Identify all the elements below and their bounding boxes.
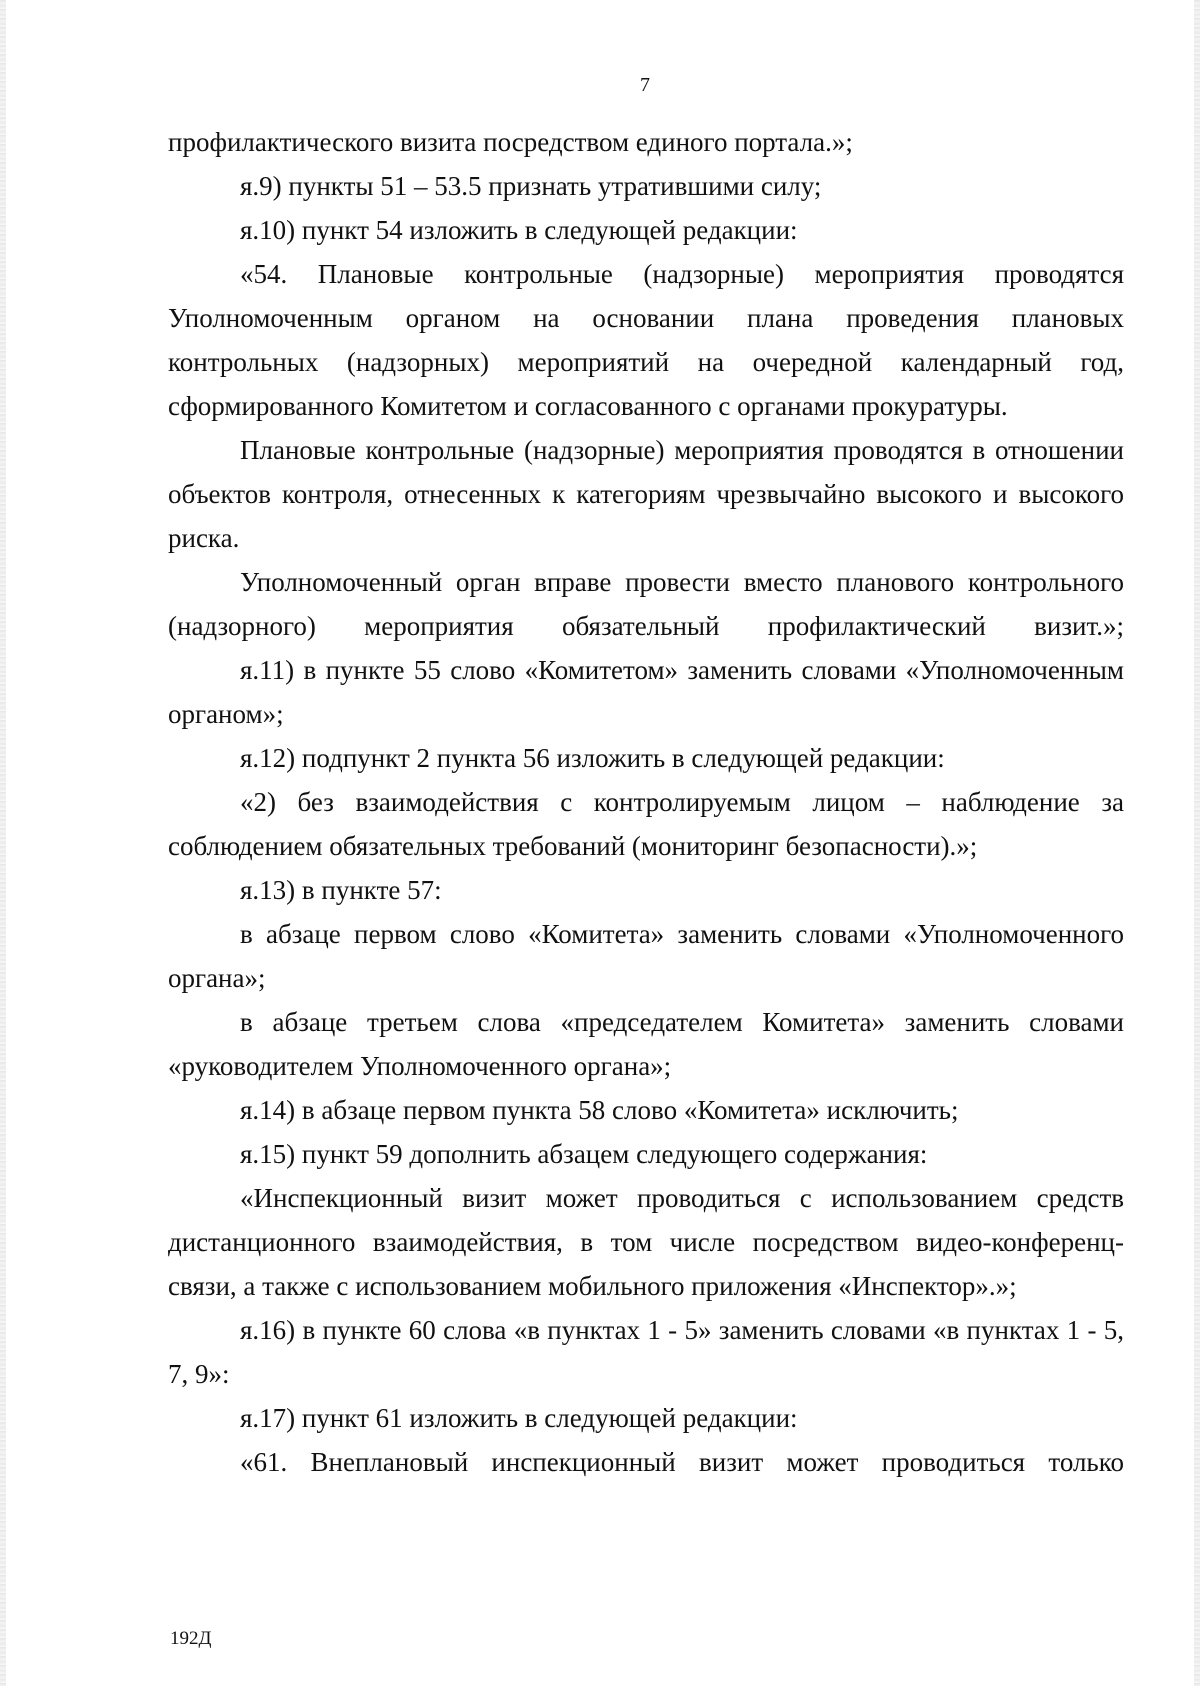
quoted-inspection-visit: «Инспекционный визит может проводиться с использованием средств дистанционного взаимодействия, в том числе посредством видео-конференц-связи, а также с использованием мобильного приложения «Инспектор».»;	[168, 1183, 1124, 1301]
point-57-third-paragraph: в абзаце третьем слова «председателем Комитета» заменить словами «руководителем Уполномоченного органа»;	[168, 1007, 1124, 1081]
document-code: 192Д	[170, 1628, 212, 1649]
quoted-point-54: «54. Плановые контрольные (надзорные) мероприятия проводятся Уполномоченным органом на основании плана проведения плановых контрольных (надзорных) мероприятий на очередной календарный год, сформированного Комитетом и согласованного с органами прокуратуры.	[168, 259, 1124, 421]
quoted-subpoint-2: «2) без взаимодействия с контролируемым лицом – наблюдение за соблюдением обязательных требований (мониторинг безопасности).»;	[168, 787, 1124, 861]
authorized-body-paragraph: Уполномоченный орган вправе провести вместо планового контрольного (надзорного) мероприятия обязательный профилактический визит.»;	[168, 567, 1124, 641]
amendment-item-13: я.13) в пункте 57:	[240, 875, 442, 905]
amendment-item-12: я.12) подпункт 2 пункта 56 изложить в следующей редакции:	[240, 743, 945, 773]
amendment-item-10: я.10) пункт 54 изложить в следующей редакции:	[240, 215, 798, 245]
scan-edge-right	[1194, 0, 1200, 1686]
planned-measures-paragraph: Плановые контрольные (надзорные) мероприятия проводятся в отношении объектов контроля, отнесенных к категориям чрезвычайно высокого и высокого риска.	[168, 435, 1124, 553]
page-number: 7	[640, 74, 650, 96]
paragraph-continuation: профилактического визита посредством единого портала.»;	[168, 127, 853, 157]
amendment-item-14: я.14) в абзаце первом пункта 58 слово «Комитета» исключить;	[240, 1095, 959, 1125]
point-57-first-paragraph: в абзаце первом слово «Комитета» заменить словами «Уполномоченного органа»;	[168, 919, 1124, 993]
scan-edge-left	[0, 0, 6, 1686]
amendment-item-17: я.17) пункт 61 изложить в следующей редакции:	[240, 1403, 798, 1433]
document-body	[168, 120, 1124, 1484]
amendment-item-15: я.15) пункт 59 дополнить абзацем следующего содержания:	[240, 1139, 928, 1169]
amendment-item-16: я.16) в пункте 60 слова «в пунктах 1 - 5» заменить словами «в пунктах 1 - 5, 7, 9»:	[168, 1315, 1124, 1389]
quoted-point-61: «61. Внеплановый инспекционный визит может проводиться только	[240, 1447, 1124, 1477]
amendment-item-11: я.11) в пункте 55 слово «Комитетом» заменить словами «Уполномоченным органом»;	[168, 655, 1124, 729]
amendment-item-9: я.9) пункты 51 – 53.5 признать утратившими силу;	[240, 171, 822, 201]
